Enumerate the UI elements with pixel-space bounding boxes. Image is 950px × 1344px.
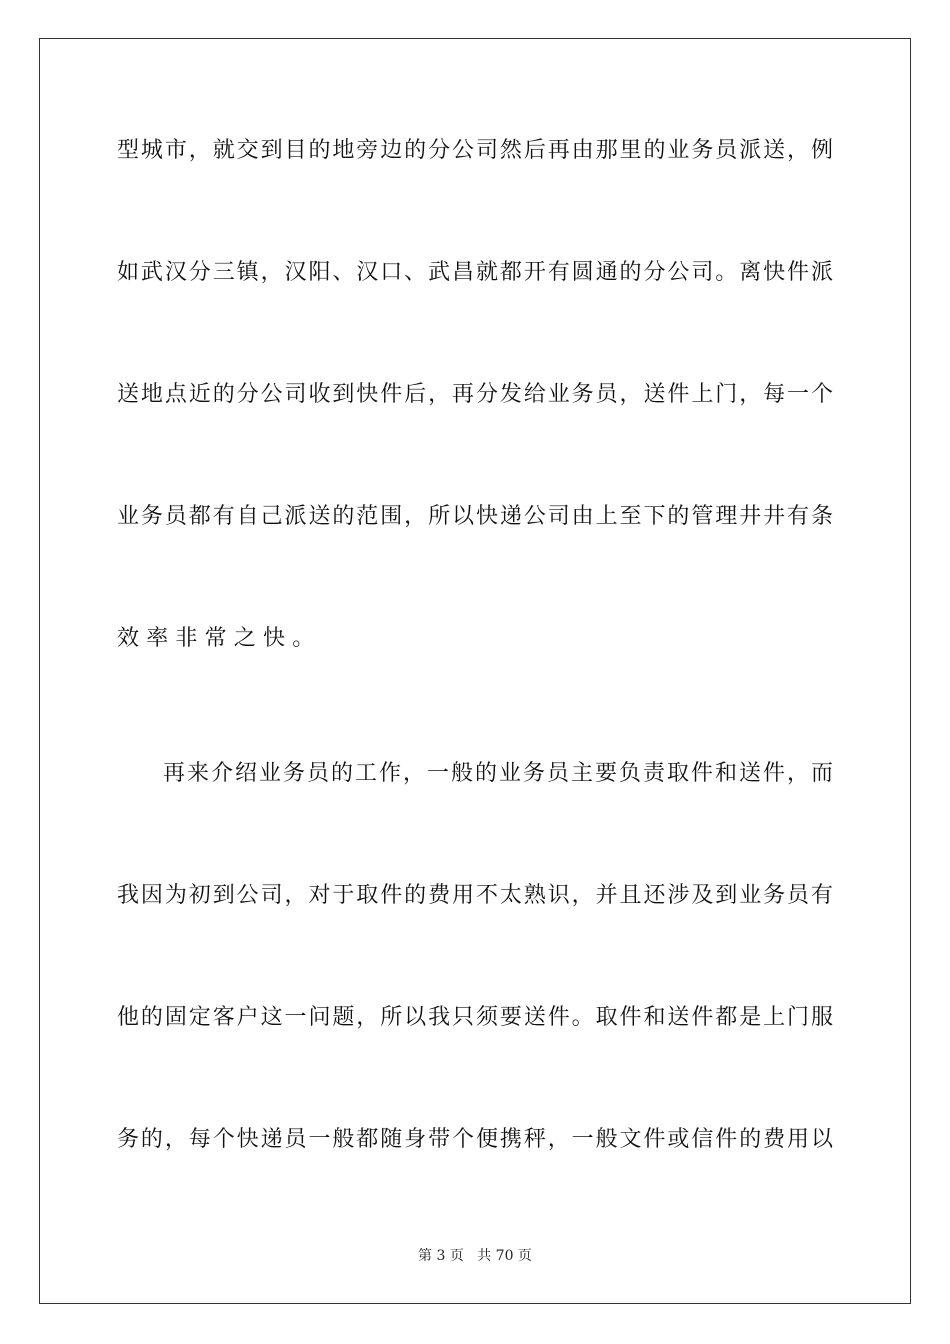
body-text-line: 效率非常之快。 — [117, 626, 322, 651]
page-total: 共 70 页 — [477, 1248, 532, 1264]
page-number: 第 3 页 — [418, 1248, 464, 1264]
body-text-line: 我因为初到公司，对于取件的费用不太熟识，并且还涉及到业务员有 — [117, 883, 833, 908]
body-text-line: 如武汉分三镇，汉阳、汉口、武昌就都开有圆通的分公司。离快件派 — [117, 260, 833, 285]
body-text-line: 型城市，就交到目的地旁边的分公司然后再由那里的业务员派送，例 — [117, 138, 833, 163]
body-text-line: 业务员都有自己派送的范围，所以快递公司由上至下的管理井井有条 — [117, 504, 833, 529]
body-text-line: 务的，每个快递员一般都随身带个便携秤，一般文件或信件的费用以 — [117, 1127, 833, 1152]
page-footer — [0, 1247, 950, 1265]
body-text-line: 送地点近的分公司收到快件后，再分发给业务员，送件上门，每一个 — [117, 382, 833, 407]
page-border — [39, 38, 911, 1304]
body-text-line: 他的固定客户这一问题，所以我只须要送件。取件和送件都是上门服 — [117, 1005, 833, 1030]
paragraph-first-line: 再来介绍业务员的工作，一般的业务员主要负责取件和送件，而 — [163, 761, 833, 786]
